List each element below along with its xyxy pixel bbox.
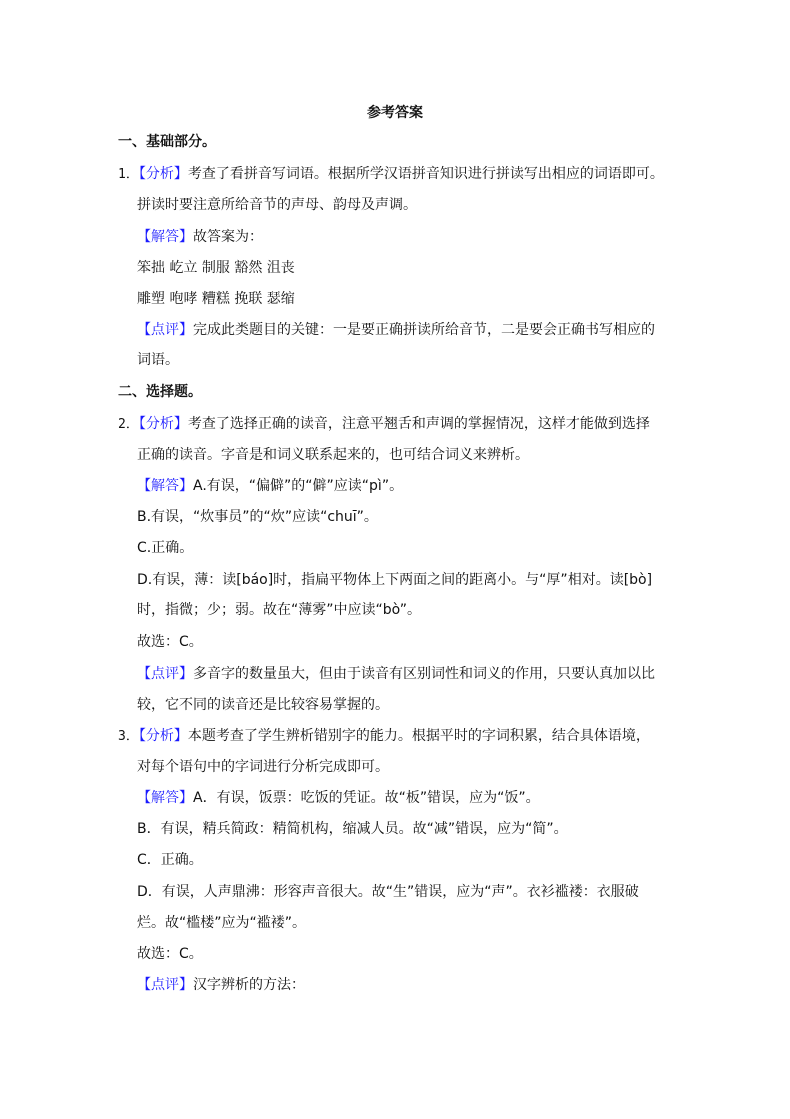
line-text: 完成此类题目的关键：一是要正确拼读所给音节，二是要会正确书写相应的: [193, 322, 655, 338]
line-text: 较，它不同的读音还是比较容易掌握的。: [137, 697, 389, 713]
line-text: 考查了看拼音写词语。根据所学汉语拼音知识进行拼读写出相应的词语即可。: [187, 166, 664, 182]
section-tag: 【点评】: [137, 666, 193, 682]
text-line: [137, 538, 193, 558]
text-line: [137, 600, 421, 620]
section-heading: [118, 132, 216, 152]
line-text: 拼读时要注意所给音节的声母、韵母及声调。: [137, 197, 417, 213]
text-line: [137, 195, 417, 215]
text-line: [137, 570, 652, 590]
text-line: [137, 944, 203, 964]
text-line: [137, 913, 306, 933]
text-line: [137, 850, 203, 870]
text-line: [137, 788, 540, 808]
line-text: 考查了选择正确的读音，注意平翘舌和声调的掌握情况，这样才能做到选择: [187, 416, 650, 432]
section-tag: 【解答】: [137, 229, 193, 245]
line-text: 故答案为：: [193, 229, 263, 245]
text-line: [137, 476, 403, 496]
text-line: [137, 507, 378, 527]
line-text: 故选：C。: [137, 946, 203, 962]
line-text: 正确的读音。字音是和词义联系起来的，也可结合词义来辨析。: [137, 447, 529, 463]
question-line: [118, 164, 664, 185]
line-text: 本题考查了学生辨析错别字的能力。根据平时的字词积累，结合具体语境，: [187, 728, 650, 744]
section-tag: 【点评】: [137, 977, 193, 993]
line-text: 词语。: [137, 352, 179, 368]
line-text: 一、基础部分。: [118, 134, 216, 150]
line-text: B．有误，精兵简政：精简机构，缩减人员。故“减”错误，应为“简”。: [137, 821, 568, 837]
text-line: [137, 632, 203, 652]
section-tag: 【分析】: [138, 728, 188, 744]
text-line: [137, 320, 655, 340]
section-tag: 【解答】: [137, 790, 193, 806]
question-number: 3．: [118, 729, 139, 744]
page-title: 参考答案: [367, 105, 423, 121]
text-line: [137, 258, 295, 278]
text-line: [137, 445, 529, 465]
question-number: 2．: [118, 417, 139, 432]
text-line: [137, 882, 639, 902]
line-text: C.正确。: [137, 540, 194, 556]
text-line: [137, 757, 389, 777]
line-text: 二、选择题。: [118, 384, 202, 400]
section-heading: [118, 382, 202, 402]
text-line: [137, 664, 655, 684]
section-tag: 【分析】: [138, 166, 188, 182]
text-line: [137, 819, 568, 839]
text-line: [137, 975, 305, 995]
line-text: C．正确。: [137, 852, 203, 868]
line-text: 笨拙 屹立 制服 豁然 沮丧: [137, 260, 295, 276]
line-text: D.有误，薄：读[báo]时，指扁平物体上下两面之间的距离小。与“厚”相对。读[bò]: [137, 572, 653, 588]
line-text: 雕塑 咆哮 糟糕 挽联 瑟缩: [137, 291, 295, 307]
line-text: A.有误，“偏僻”的“僻”应读“pì”。: [193, 478, 404, 494]
section-tag: 【解答】: [137, 478, 193, 494]
line-text: 多音字的数量虽大，但由于读音有区别词性和词义的作用，只要认真加以比: [193, 666, 655, 682]
line-text: 烂。故“槛楼”应为“褴褛”。: [137, 915, 307, 931]
line-text: 对每个语句中的字词进行分析完成即可。: [137, 759, 389, 775]
section-tag: 【点评】: [137, 322, 193, 338]
line-text: 故选：C。: [137, 634, 203, 650]
line-text: 时，指微；少；弱。故在“薄雾”中应读“bò”。: [137, 602, 421, 618]
line-text: B.有误，“炊事员”的“炊”应读“chuī”。: [137, 509, 378, 525]
text-line: [137, 695, 389, 715]
text-line: [137, 289, 295, 309]
text-line: [137, 350, 179, 370]
question-line: [118, 726, 650, 747]
question-line: [118, 414, 650, 435]
section-tag: 【分析】: [138, 416, 188, 432]
question-number: 1．: [118, 167, 139, 182]
line-text: D．有误，人声鼎沸：形容声音很大。故“生”错误，应为“声”。衣衫褴褛：衣服破: [137, 884, 639, 900]
line-text: 汉字辨析的方法：: [193, 977, 305, 993]
text-line: [137, 227, 263, 247]
line-text: A．有误，饭票：吃饭的凭证。故“板”错误，应为“饭”。: [193, 790, 540, 806]
